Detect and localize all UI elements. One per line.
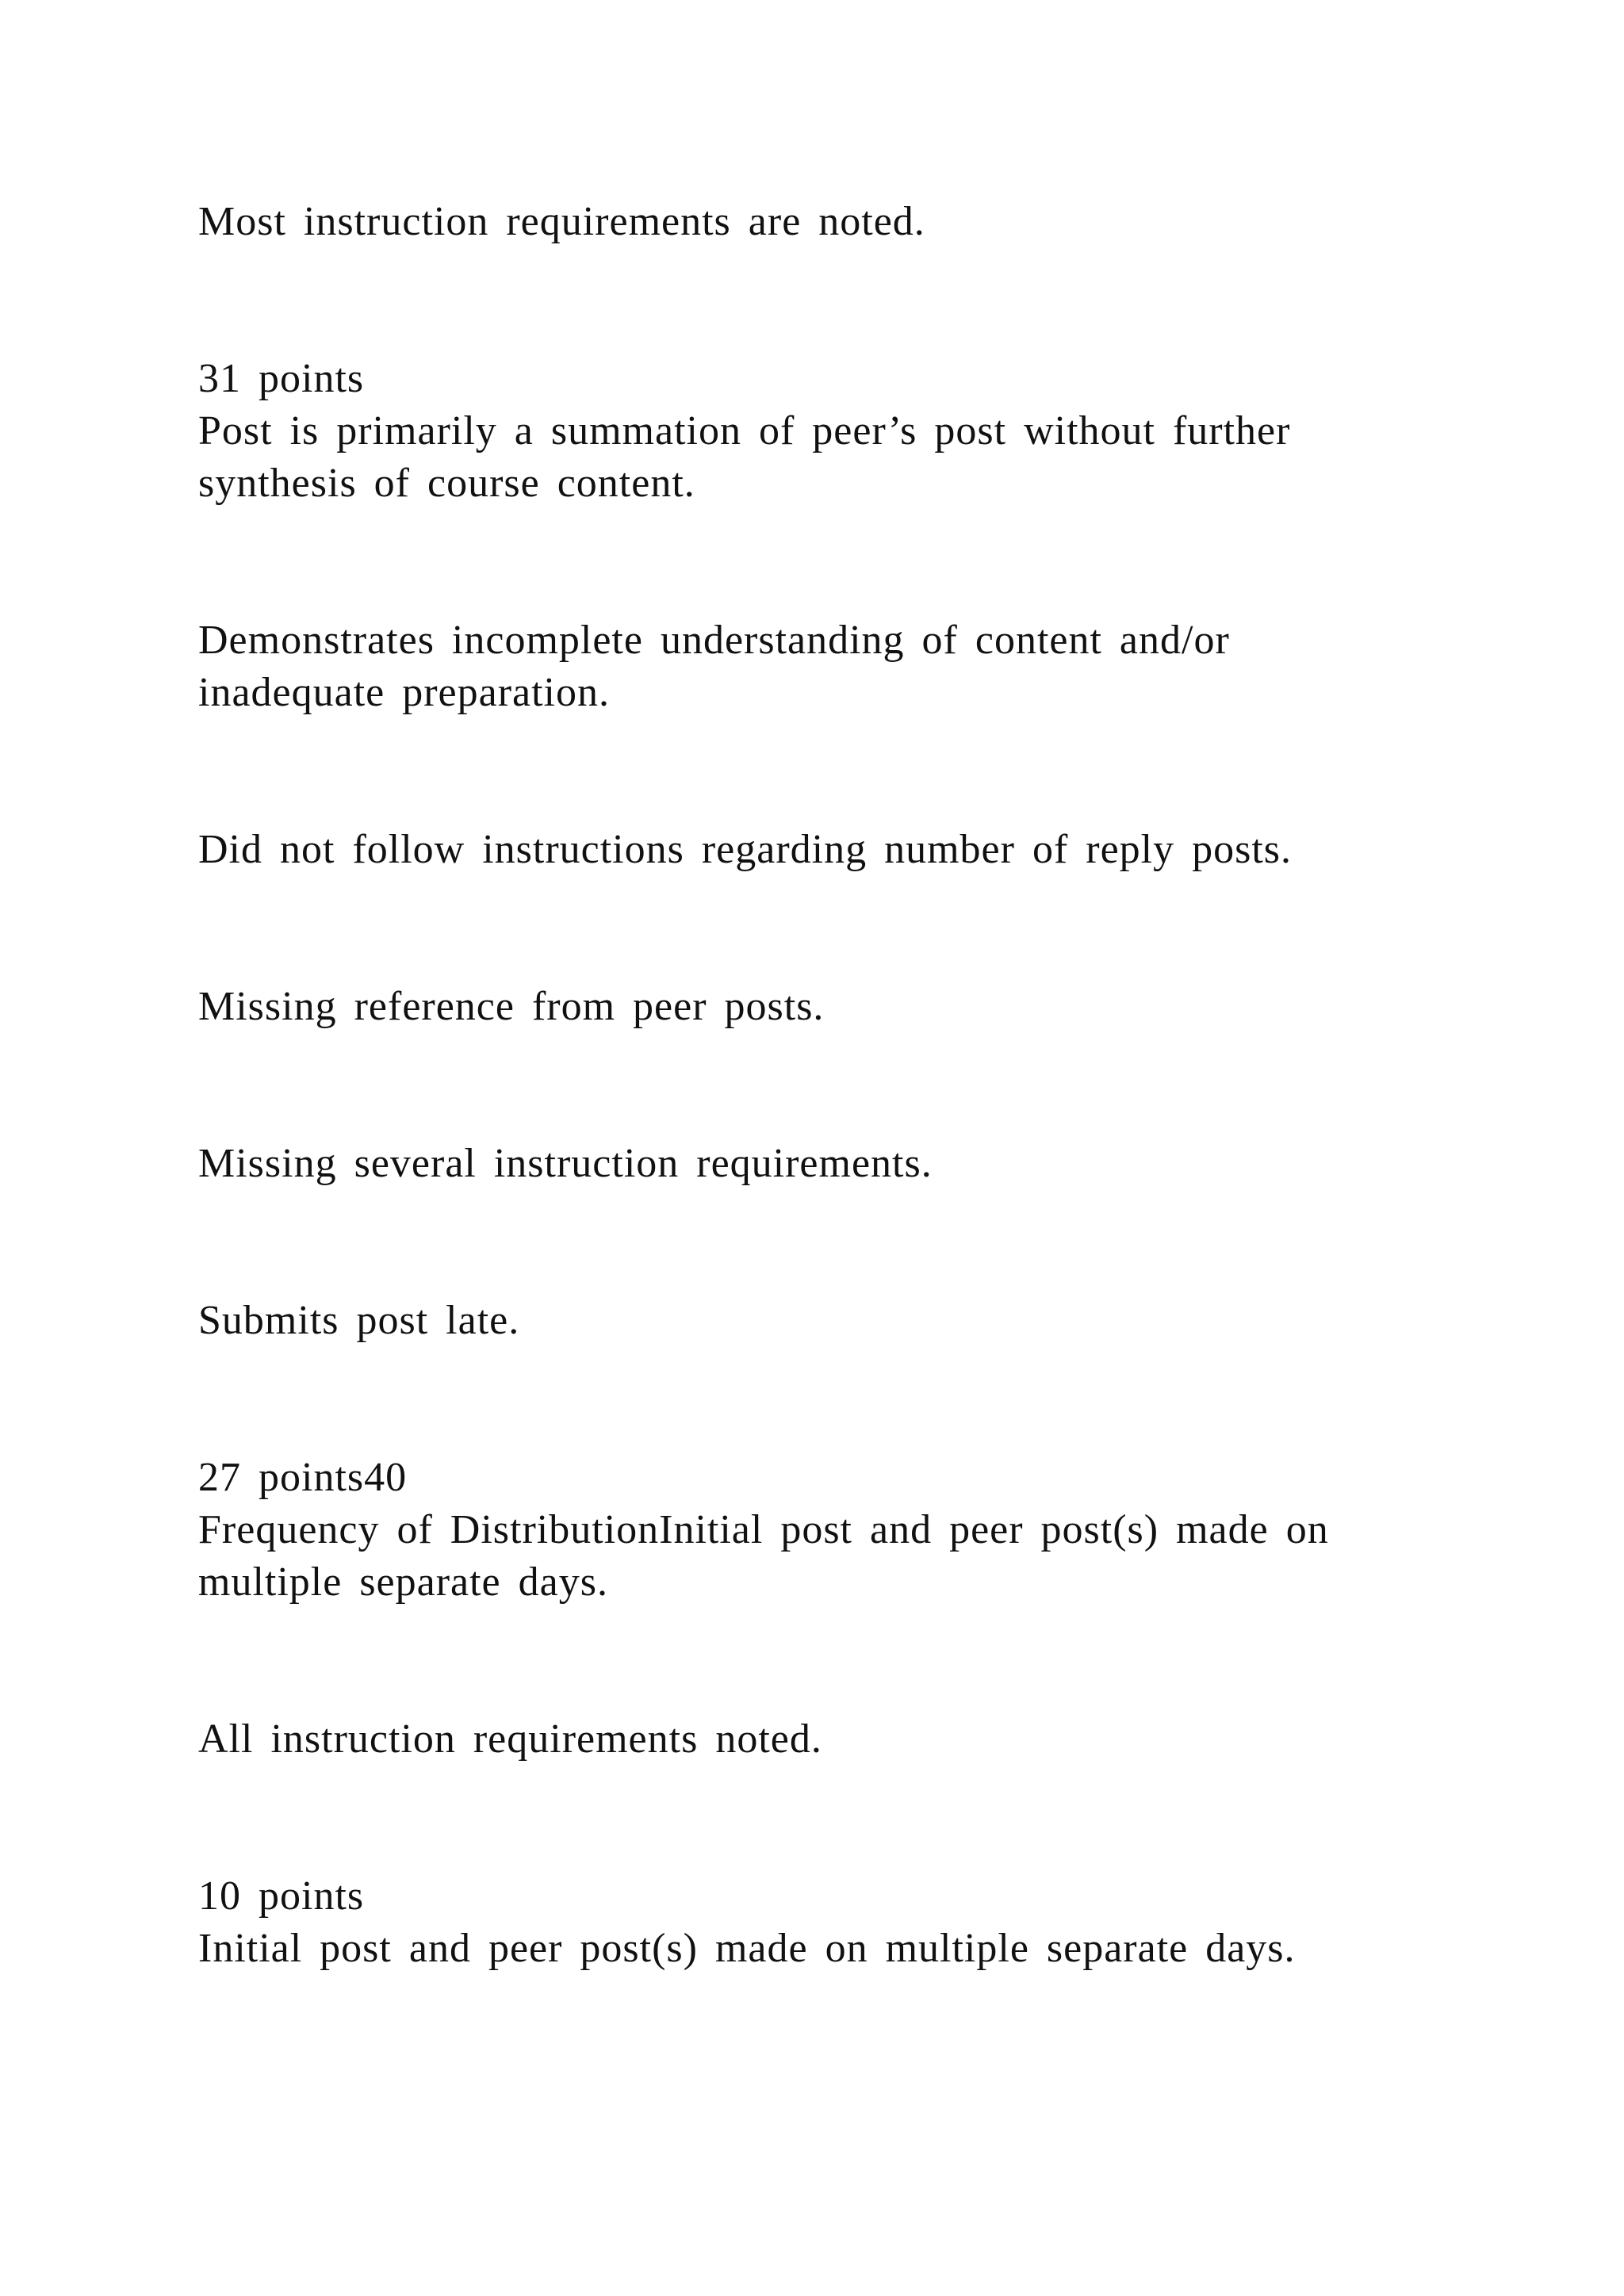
text-line: All instruction requirements noted. xyxy=(198,1716,822,1762)
text-line: Most instruction requirements are noted. xyxy=(198,199,925,244)
text-line: synthesis of course content. xyxy=(198,461,695,506)
text-line: Post is primarily a summation of peer’s post without further xyxy=(198,408,1291,453)
text-line: Demonstrates incomplete understanding of content and/or xyxy=(198,618,1230,663)
text-line: inadequate preparation. xyxy=(198,670,610,715)
text-line: Submits post late. xyxy=(198,1298,520,1343)
text-line: multiple separate days. xyxy=(198,1559,608,1605)
text-line: Missing reference from peer posts. xyxy=(198,984,825,1029)
text-line: Frequency of DistributionInitial post and peer post(s) made on xyxy=(198,1507,1329,1552)
text-line: Did not follow instructions regarding number of reply posts. xyxy=(198,827,1293,872)
points-label: 31 points xyxy=(198,356,365,401)
text-line: Initial post and peer post(s) made on multiple separate days. xyxy=(198,1926,1296,1971)
text-line: Missing several instruction requirements. xyxy=(198,1141,933,1186)
points-label: 27 points40 xyxy=(198,1455,408,1500)
points-label: 10 points xyxy=(198,1873,365,1919)
